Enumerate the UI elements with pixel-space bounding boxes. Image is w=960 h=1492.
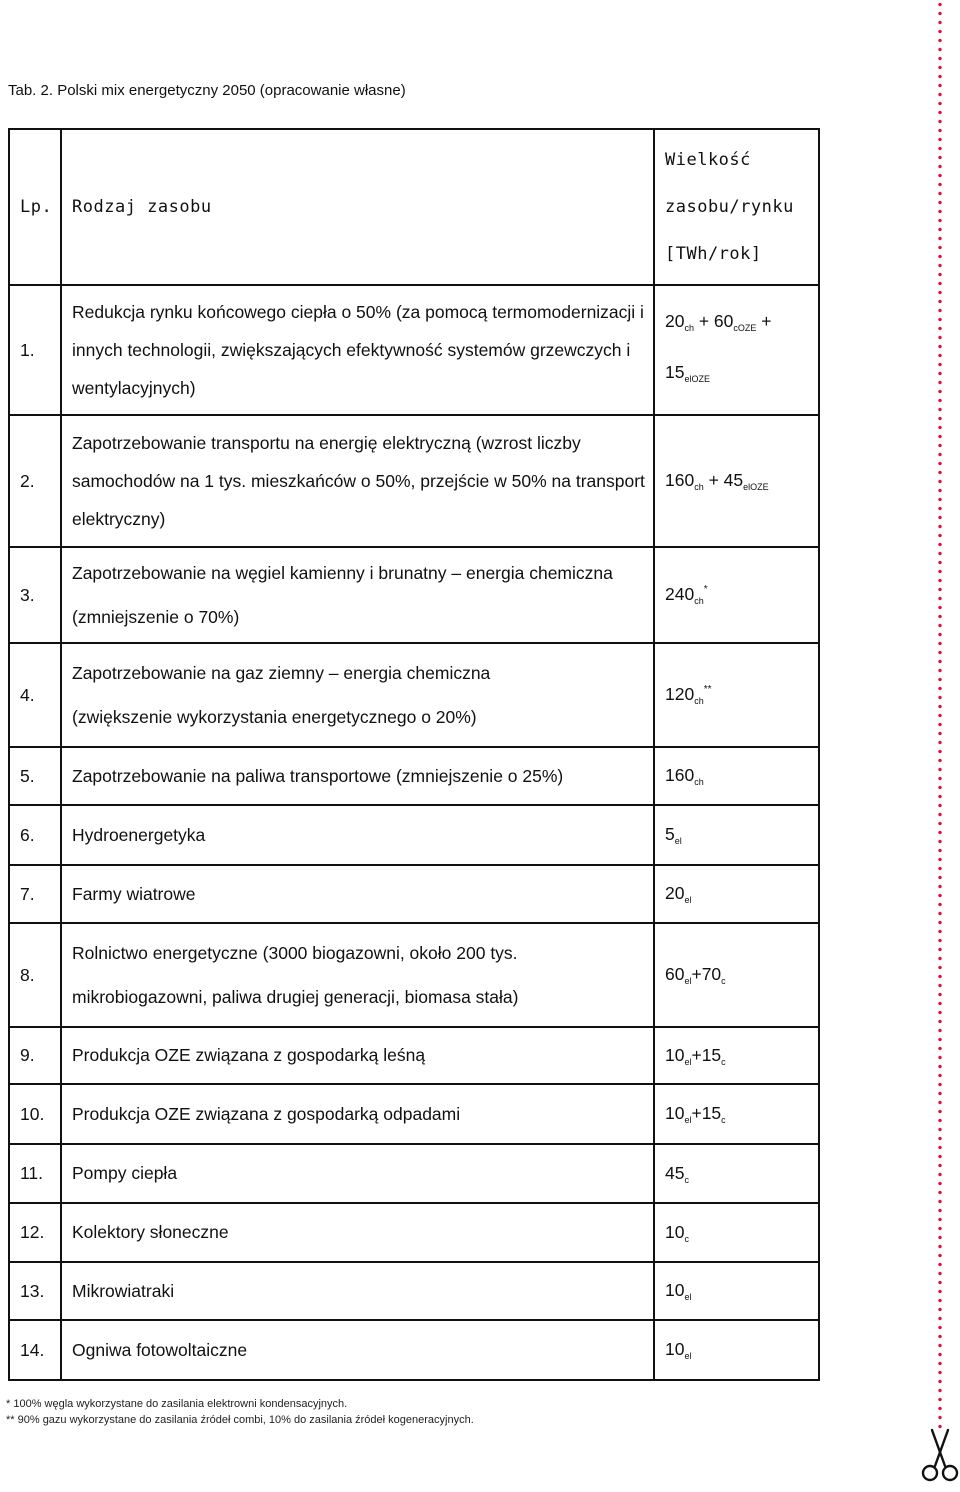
row-resource: Farmy wiatrowe: [61, 865, 654, 923]
value-subscript: ch: [694, 596, 704, 606]
value-subscript: ch: [684, 323, 694, 333]
row-resource-line: innych technologii, zwiększających efektywność systemów grzewczych i: [72, 340, 631, 360]
row-number: 4.: [9, 643, 61, 747]
header-size: [654, 129, 819, 285]
row-resource-line: mikrobiogazowni, paliwa drugiej generacji, biomasa stała): [72, 987, 519, 1007]
row-value: [654, 1084, 819, 1144]
value-number: 60: [665, 964, 685, 984]
value-number: 120: [665, 684, 695, 704]
value-subscript: ch: [694, 482, 704, 492]
scissors-icon: [918, 1428, 960, 1484]
value-number: 45: [665, 1162, 685, 1183]
row-resource: [61, 923, 654, 1027]
table-row: [9, 805, 819, 865]
row-resource-line: (zwiększenie wykorzystania energetycznego o 20%): [72, 707, 477, 727]
footnote-marker: *: [703, 584, 708, 595]
value-subscript: el: [674, 836, 682, 846]
value-subscript: el: [684, 976, 692, 986]
row-resource: [61, 285, 654, 415]
table-row: [9, 1203, 819, 1262]
row-number: 12.: [9, 1203, 61, 1262]
value-number: 20: [665, 883, 685, 903]
value-number: 5: [665, 824, 675, 844]
row-value: [654, 865, 819, 923]
row-resource: Ogniwa fotowoltaiczne: [61, 1320, 654, 1380]
value-subscript: elOZE: [684, 374, 710, 384]
table-row: [9, 547, 819, 643]
value-number: 160: [665, 765, 695, 785]
cut-line: [936, 0, 944, 1430]
value-number: 10: [665, 1221, 685, 1242]
value-number: 240: [665, 584, 695, 604]
value-subscript: ch: [694, 696, 704, 706]
value-subscript: el: [684, 1056, 692, 1067]
row-number: 7.: [9, 865, 61, 923]
row-value: [654, 643, 819, 747]
table-row: [9, 643, 819, 747]
row-value: [654, 547, 819, 643]
row-value: [654, 1320, 819, 1380]
value-subscript: c: [721, 1115, 726, 1125]
table-row: [9, 1027, 819, 1084]
value-subscript: cOZE: [733, 323, 757, 333]
table-row: [9, 1144, 819, 1203]
value-number: 15: [665, 362, 685, 382]
table-row: [9, 285, 819, 415]
value-subscript: c: [684, 1233, 689, 1244]
row-resource: Pompy ciepła: [61, 1144, 654, 1203]
value-subscript: el: [684, 1292, 692, 1302]
footnote: * 100% węgla wykorzystane do zasilania elektrowni kondensacyjnych.: [6, 1398, 348, 1410]
row-resource: [61, 643, 654, 747]
row-resource: Mikrowiatraki: [61, 1262, 654, 1320]
value-subscript: el: [684, 1351, 692, 1361]
table-row: [9, 1084, 819, 1144]
row-value: [654, 1144, 819, 1203]
row-resource-line: Zapotrzebowanie transportu na energię elektryczną (wzrost liczby: [72, 433, 581, 453]
row-value: [654, 415, 819, 547]
row-number: 1.: [9, 285, 61, 415]
table-header-row: [9, 129, 819, 285]
row-number: 13.: [9, 1262, 61, 1320]
row-number: 5.: [9, 747, 61, 805]
value-subscript: c: [721, 1056, 726, 1067]
value-number: 10: [665, 1044, 685, 1065]
row-value: [654, 805, 819, 865]
row-resource-line: (zmniejszenie o 70%): [72, 607, 240, 627]
row-number: 14.: [9, 1320, 61, 1380]
row-resource: [61, 547, 654, 643]
row-resource-line: Redukcja rynku końcowego ciepła o 50% (za pomocą termomodernizacji i: [72, 302, 644, 322]
value-number: + 60: [693, 311, 734, 331]
value-number: + 45: [703, 470, 744, 490]
value-number: 10: [665, 1103, 685, 1123]
value-subscript: elOZE: [743, 482, 769, 492]
footnotes: [6, 1396, 474, 1428]
row-value: [654, 285, 819, 415]
row-number: 6.: [9, 805, 61, 865]
row-resource-line: Zapotrzebowanie na gaz ziemny – energia chemiczna: [72, 663, 491, 683]
value-number: 10: [665, 1280, 685, 1300]
row-value: [654, 747, 819, 805]
table-row: [9, 865, 819, 923]
row-value: [654, 1262, 819, 1320]
header-resource: Rodzaj zasobu: [61, 129, 654, 285]
row-resource-line: wentylacyjnych): [72, 378, 196, 398]
row-number: 2.: [9, 415, 61, 547]
table-caption: Tab. 2. Polski mix energetyczny 2050 (opracowanie własne): [8, 82, 406, 99]
row-value: [654, 923, 819, 1027]
value-subscript: el: [684, 1115, 692, 1125]
row-resource: [61, 415, 654, 547]
value-subscript: c: [721, 976, 726, 986]
table-row: [9, 747, 819, 805]
value-subscript: ch: [694, 777, 704, 787]
row-resource: Produkcja OZE związana z gospodarką odpadami: [61, 1084, 654, 1144]
energy-mix-table: [8, 128, 820, 1381]
value-number: 10: [665, 1339, 685, 1359]
row-resource-line: Rolnictwo energetyczne (3000 biogazowni, około 200 tys.: [72, 943, 518, 963]
value-number: +15: [691, 1103, 722, 1123]
row-value: [654, 1203, 819, 1262]
header-size-line2: zasobu/rynku: [665, 196, 794, 217]
row-number: 3.: [9, 547, 61, 643]
row-resource-line: elektryczny): [72, 509, 166, 529]
header-size-line1: Wielkość: [665, 149, 751, 170]
header-lp: Lp.: [9, 129, 61, 285]
header-size-line3: [TWh/rok]: [665, 243, 762, 264]
row-value: [654, 1027, 819, 1084]
row-resource: Produkcja OZE związana z gospodarką leśną: [61, 1027, 654, 1084]
table-row: [9, 1320, 819, 1380]
footnote: ** 90% gazu wykorzystane do zasilania źródeł combi, 10% do zasilania źródeł kogeneracyjnych.: [6, 1414, 474, 1426]
value-number: +70: [691, 964, 722, 984]
table-row: [9, 415, 819, 547]
row-number: 10.: [9, 1084, 61, 1144]
value-number: 160: [665, 470, 695, 490]
footnote-marker: **: [703, 684, 712, 695]
value-number: +15: [691, 1044, 722, 1065]
row-number: 11.: [9, 1144, 61, 1203]
value-subscript: c: [684, 1174, 689, 1185]
row-resource: Kolektory słoneczne: [61, 1203, 654, 1262]
table-row: [9, 1262, 819, 1320]
table-row: [9, 923, 819, 1027]
row-number: 9.: [9, 1027, 61, 1084]
row-resource-line: samochodów na 1 tys. mieszkańców o 50%, przejście w 50% na transport: [72, 471, 645, 491]
value-subscript: el: [684, 895, 692, 905]
value-number: 20: [665, 311, 685, 331]
row-resource: Hydroenergetyka: [61, 805, 654, 865]
value-number: +: [756, 311, 772, 331]
row-resource-line: Zapotrzebowanie na węgiel kamienny i brunatny – energia chemiczna: [72, 563, 613, 583]
row-resource: Zapotrzebowanie na paliwa transportowe (zmniejszenie o 25%): [61, 747, 654, 805]
row-number: 8.: [9, 923, 61, 1027]
